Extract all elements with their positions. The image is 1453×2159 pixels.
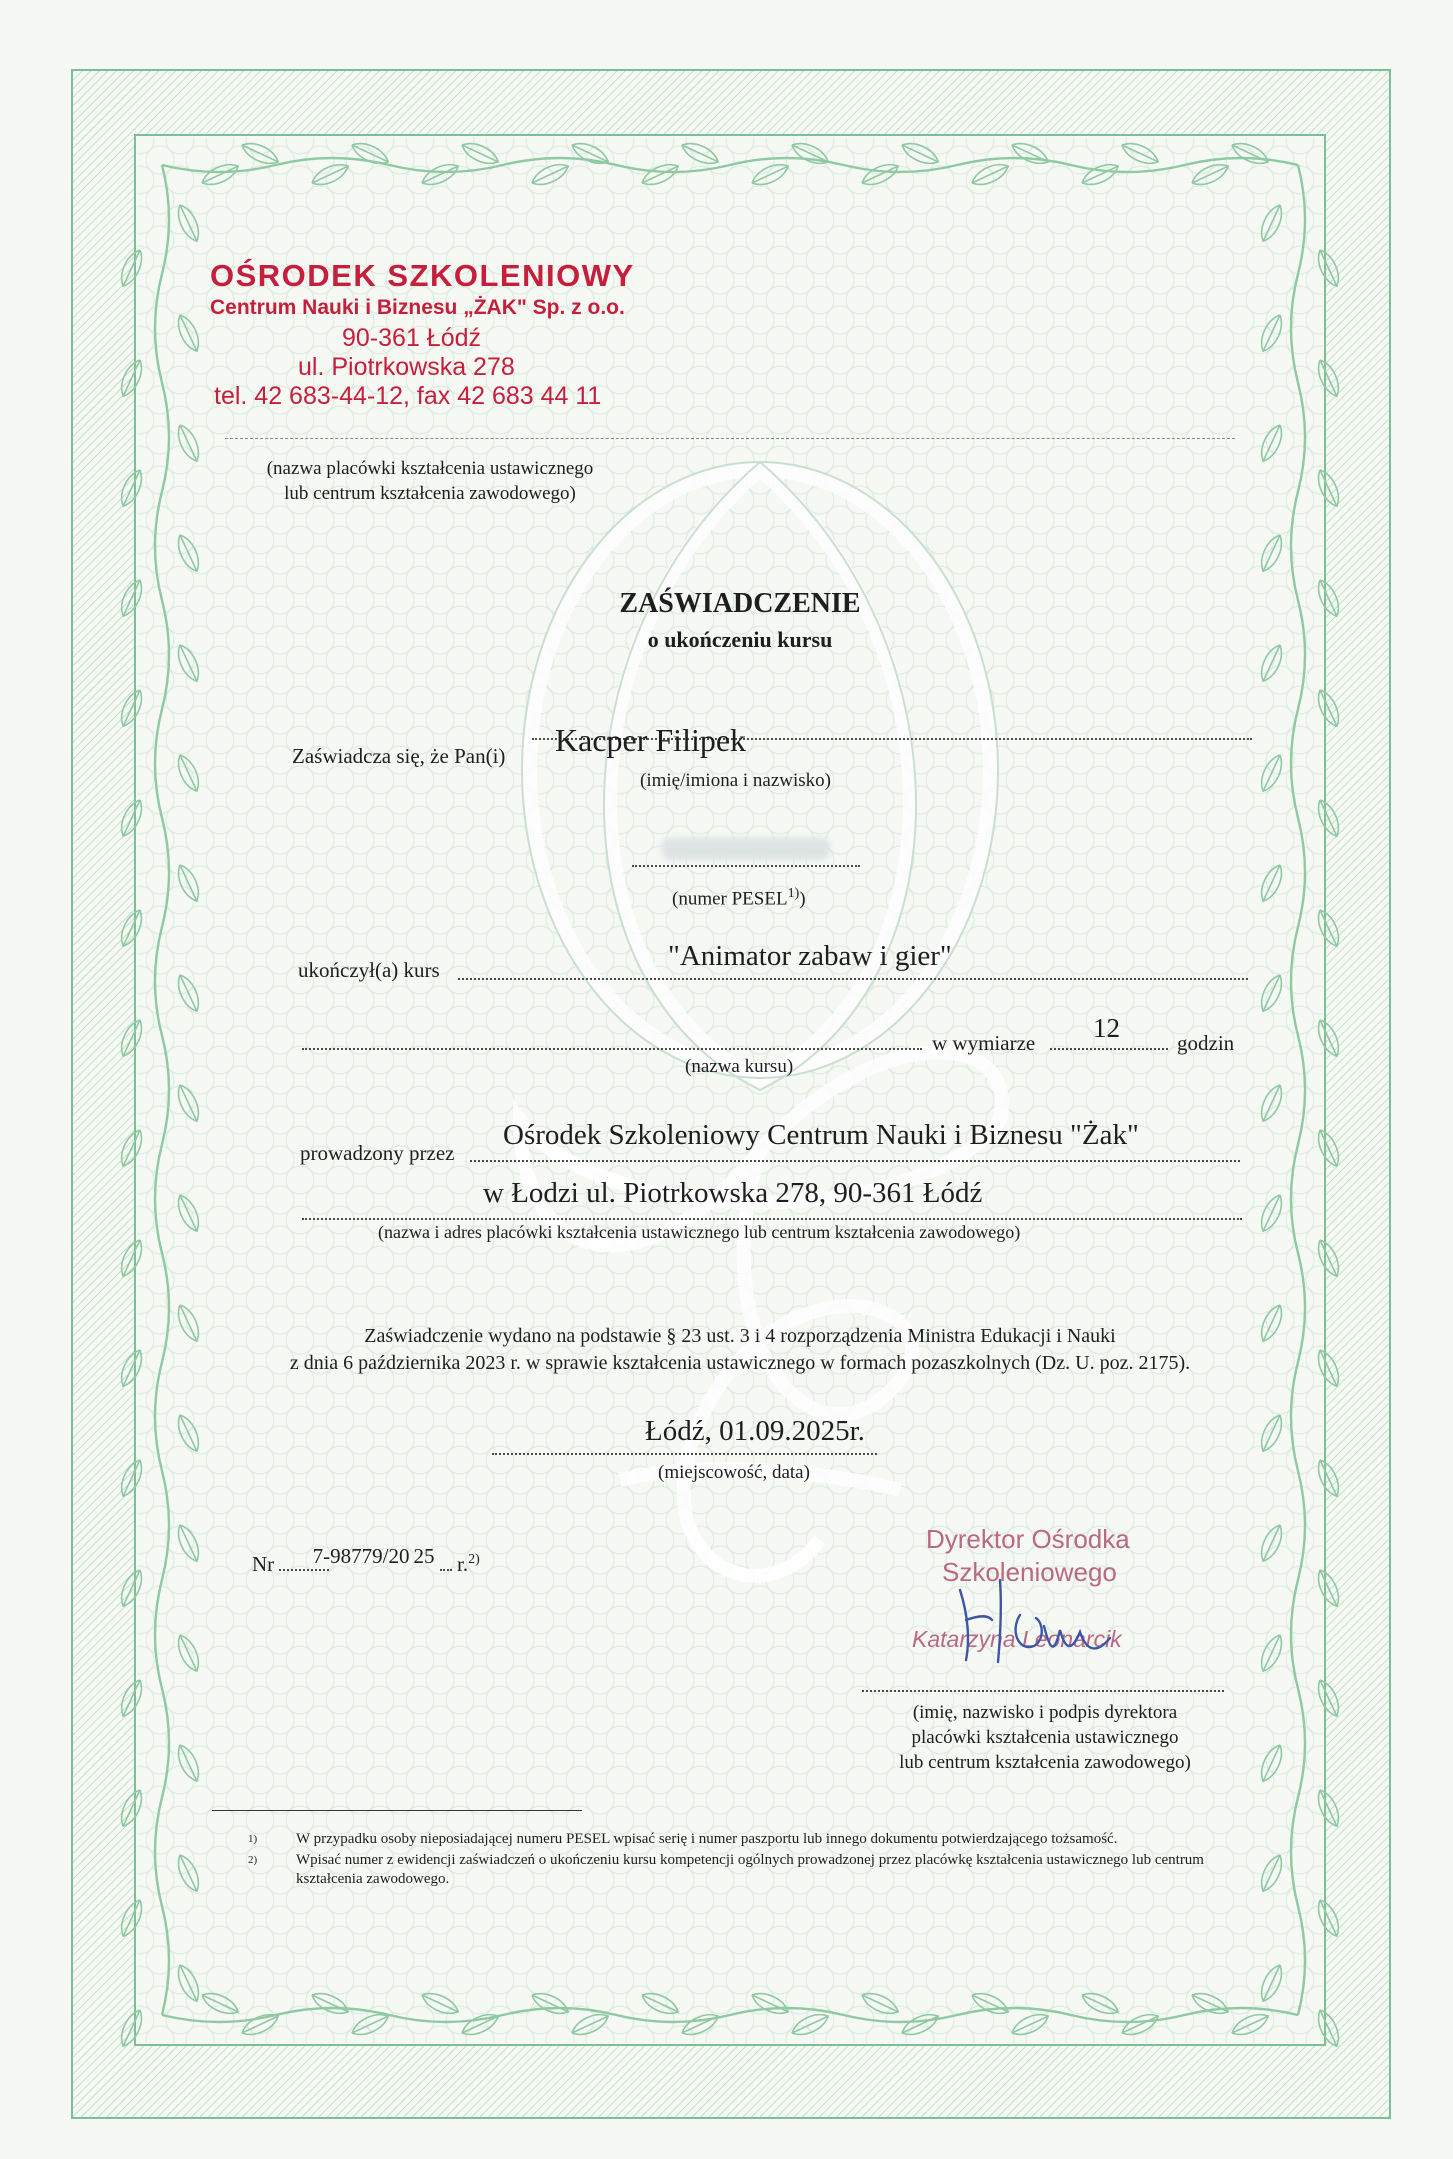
institution-stamp: [210, 258, 635, 411]
stamp-line-3: 90-361 Łódź: [342, 324, 482, 352]
director-stamp-name: Katarzyna Leonarcik: [912, 1626, 1122, 1652]
place-date: Łódź, 01.09.2025r.: [645, 1415, 865, 1447]
number-year: 25: [413, 1544, 435, 1568]
number-year-prefix: /20: [382, 1544, 410, 1568]
person-label: Zaświadcza się, że Pan(i): [292, 744, 506, 768]
pesel-caption-end: ): [799, 888, 806, 910]
institution-caption-line-1: (nazwa placówki kształcenia ustawicznego: [266, 458, 594, 479]
number-footnote-mark: 2): [468, 1552, 480, 1567]
place-date-caption: (miejscowość, data): [658, 1462, 810, 1483]
person-name: Kacper Filipek: [555, 722, 747, 758]
document-title: ZAŚWIADCZENIE: [619, 588, 861, 619]
number-prefix: Nr: [252, 1552, 275, 1576]
legal-basis-line-2: z dnia 6 października 2023 r. w sprawie kształcenia ustawicznego w formach pozaszkolnych (Dz. U. poz. 2175).: [289, 1352, 1191, 1374]
footnote-1-text: W przypadku osoby nieposiadającej numeru PESEL wpisać serię i numer paszportu lub innego dokumentu potwierdzającego tożsamość.: [296, 1831, 1118, 1847]
footnote-2-text: Wpisać numer z ewidencji zaświadczeń o ukończeniu kursu kompetencji ogólnych prowadzonej przez placówkę kształcenia ustawicznego lub centrum kształcenia zawodowego.: [296, 1852, 1204, 1887]
course-label: ukończył(a) kurs: [298, 958, 440, 982]
course-line: [458, 978, 1248, 980]
place-date-line: [492, 1453, 877, 1455]
course-name: "Animator zabaw i gier": [668, 940, 952, 972]
hours-unit: godzin: [1177, 1031, 1235, 1055]
institution-caption: [240, 456, 620, 506]
legal-basis-line-1: Zaświadczenie wydano na podstawie § 23 ust. 3 i 4 rozporządzenia Ministra Edukacji i Nauki: [364, 1325, 1116, 1347]
director-line: [862, 1690, 1224, 1692]
pesel-footnote-mark: 1): [787, 886, 800, 901]
person-caption: (imię/imiona i nazwisko): [640, 770, 832, 791]
provider-line-2-dots: [302, 1218, 1242, 1220]
pesel-redacted: [662, 838, 830, 860]
hours-line: [1050, 1048, 1168, 1050]
footnote-1-mark: 1): [248, 1833, 258, 1845]
institution-caption-line-2: lub centrum kształcenia zawodowego): [284, 483, 576, 504]
provider-line-2: w Łodzi ul. Piotrkowska 278, 90-361 Łódź: [483, 1177, 983, 1209]
stamp-line-2: Centrum Nauki i Biznesu „ŻAK" Sp. z o.o.: [210, 296, 625, 319]
pesel-line: [632, 865, 860, 867]
director-caption: [860, 1700, 1230, 1775]
legal-basis: [150, 1323, 1330, 1377]
director-stamp-line-2: Szkoleniowego: [942, 1557, 1117, 1587]
director-caption-line-1: (imię, nazwisko i podpis dyrektora: [912, 1702, 1178, 1723]
number-suffix: r.: [457, 1552, 469, 1576]
director-signature: [940, 1560, 1180, 1670]
footnotes: [248, 1830, 1228, 1889]
hours-value: 12: [1093, 1013, 1120, 1043]
provider-line-1: Ośrodek Szkoleniowy Centrum Nauki i Biznesu "Żak": [503, 1119, 1139, 1151]
provider-line-1-dots: [470, 1160, 1240, 1162]
hours-label: w wymiarze: [932, 1031, 1036, 1055]
director-stamp-line-1: Dyrektor Ośrodka: [926, 1524, 1130, 1554]
course-caption: (nazwa kursu): [685, 1056, 794, 1077]
provider-caption: (nazwa i adres placówki kształcenia ustawicznego lub centrum kształcenia zawodowego): [378, 1222, 1021, 1242]
director-caption-line-2: placówki kształcenia ustawicznego: [911, 1727, 1179, 1748]
pesel-caption-text: (numer PESEL: [672, 888, 788, 910]
stamp-line-5: tel. 42 683-44-12, fax 42 683 44 11: [214, 382, 602, 410]
pesel-caption: [672, 886, 806, 910]
document-subtitle: o ukończeniu kursu: [647, 627, 833, 652]
certificate-number: [252, 1544, 480, 1577]
footnote-2-mark: 2): [248, 1854, 258, 1866]
stamp-line-4: ul. Piotrkowska 278: [298, 353, 515, 381]
footnote-separator: [212, 1810, 582, 1811]
course-line-2: [302, 1048, 922, 1050]
director-caption-line-3: lub centrum kształcenia zawodowego): [899, 1752, 1191, 1773]
stamp-line-1: OŚRODEK SZKOLENIOWY: [210, 258, 635, 293]
footnote-1: [248, 1830, 1228, 1849]
institution-line: [225, 438, 1235, 439]
provider-label: prowadzony przez: [300, 1141, 455, 1165]
footnote-2: [248, 1851, 1228, 1889]
number-value: 7-98779: [312, 1544, 383, 1568]
